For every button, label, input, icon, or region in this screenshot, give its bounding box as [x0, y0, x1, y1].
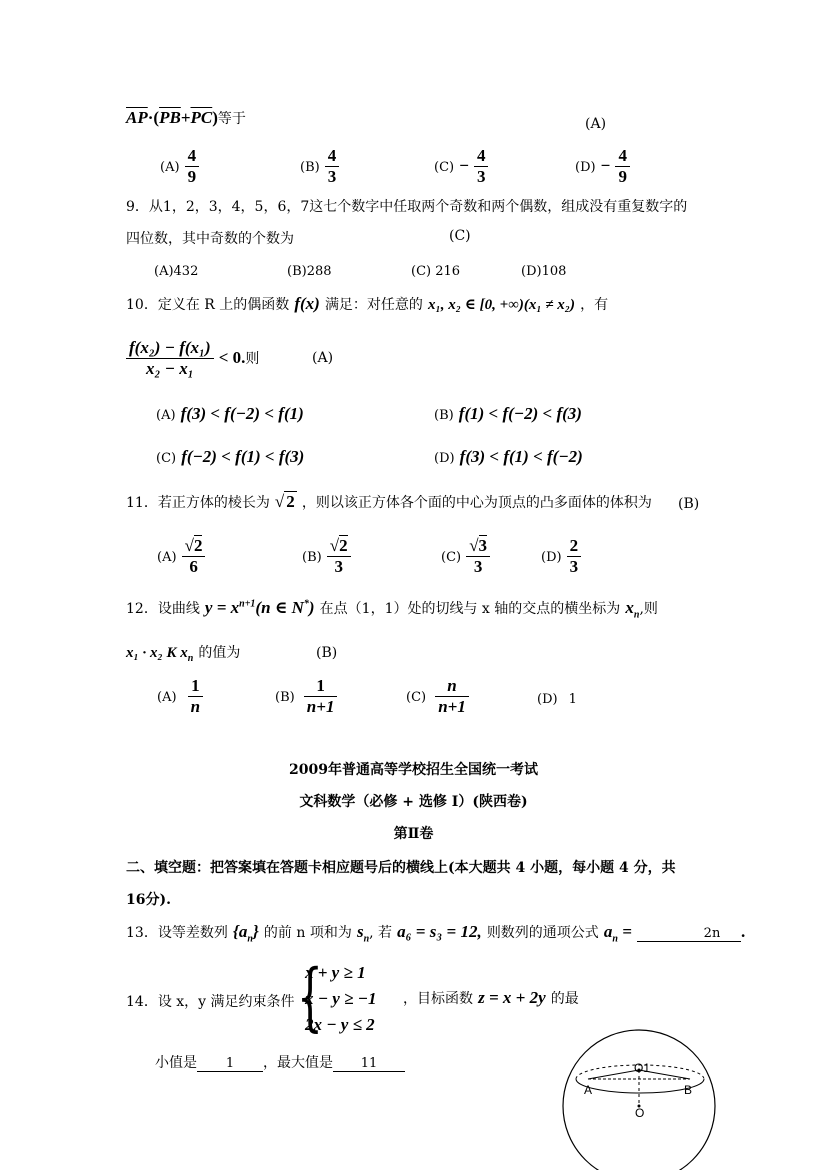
sum-sn: [356, 922, 370, 945]
n-sub: n: [363, 933, 370, 945]
numerator: 2: [567, 536, 582, 557]
numerator: √2: [182, 536, 206, 557]
q9-line1: 9．从1，2，3，4，5，6，7这七个数字中任取两个奇数和两个偶数，组成没有重复数字的: [126, 199, 688, 215]
q14-objective-line: [403, 988, 579, 1008]
option-expr: f(3) < f(1) < f(−2): [459, 447, 583, 466]
denominator: 9: [618, 167, 627, 186]
numerator: 1: [188, 676, 203, 697]
q12-stem: [126, 598, 658, 620]
option-label: (B): [275, 690, 295, 705]
option-label: (B): [302, 550, 322, 565]
denominator: 9: [187, 167, 197, 186]
denominator: 3: [476, 167, 486, 186]
x-letter: x: [625, 598, 634, 617]
objective-function: z = x + 2y: [478, 988, 546, 1007]
q8-option-b: [300, 146, 339, 187]
curve-condition: (n ∈ N: [255, 598, 304, 617]
q11-suffix: ，则以该正方体各个面的中心为顶点的凸多面体的体积为: [301, 495, 652, 511]
volume-label: 第Ⅱ卷: [393, 826, 434, 842]
option-label: (D): [541, 550, 562, 565]
option-label: (D): [575, 160, 596, 175]
min-answer: 1: [225, 1056, 235, 1071]
q13-prefix: 13．设等差数列: [126, 925, 228, 941]
max-answer-blank[interactable]: [333, 1056, 405, 1072]
vector-pc: $\overline{PC}$: [190, 108, 213, 127]
denominator: 3: [327, 167, 337, 186]
option-label: (A): [160, 160, 180, 175]
fraction: [327, 536, 351, 577]
q13-stem: [126, 922, 745, 944]
seq-close: }: [252, 922, 259, 941]
q11-prefix: 11．若正方体的棱长为: [126, 495, 270, 511]
segment-a-o1: [588, 1070, 639, 1079]
equals-sign: =: [617, 922, 632, 941]
q14-mid: ，目标函数: [403, 991, 473, 1007]
seq-open: {a: [232, 922, 248, 941]
fraction: [185, 146, 200, 187]
radicand: 2: [193, 536, 203, 555]
exam-subtitle: 文科数学（必修 + 选修 Ⅰ）(陕西卷): [299, 794, 528, 810]
sqrt-edge: √ 2: [274, 492, 295, 511]
q8-option-a: [160, 146, 199, 187]
numerator: 4: [474, 146, 489, 167]
sequence-an: [232, 922, 259, 945]
q12-prefix: 12．设曲线: [126, 601, 200, 617]
n-sub: n: [633, 609, 640, 621]
constraint-3: 2x − y ≤ 2: [305, 1015, 375, 1034]
q12-option-d: [537, 688, 577, 707]
q13-mid1: 的前 n 项和为: [263, 925, 352, 941]
denominator: 6: [189, 557, 198, 576]
denominator: 3: [473, 557, 483, 576]
fraction: [182, 536, 206, 577]
numerator: √3: [466, 536, 490, 557]
radicand: 2: [286, 492, 295, 511]
n-sub: n: [612, 933, 618, 945]
q11-option-c: [441, 536, 490, 577]
plus-sign: +: [180, 108, 191, 127]
option-label: (A): [156, 408, 176, 423]
option-label: (C): [434, 160, 455, 175]
fraction: [188, 676, 203, 717]
option-label: (B): [434, 408, 454, 423]
q10-inequality: [126, 338, 259, 379]
n-sub: n: [247, 933, 253, 945]
q9-line2: 四位数，其中奇数的个数为: [126, 231, 294, 247]
sphere-figure: [555, 1026, 725, 1170]
q10-stem: [126, 294, 608, 314]
max-answer: 11: [360, 1056, 378, 1071]
option-label: (B): [300, 160, 320, 175]
radicand: 2: [339, 536, 348, 555]
q10-answer: (A): [312, 350, 334, 366]
a-letter: a: [603, 922, 613, 941]
numerator: 4: [185, 146, 200, 167]
max-label: ，最大值是: [263, 1055, 333, 1071]
constraint-2: x − y ≥ −1: [305, 989, 377, 1008]
q9-option-c: (C) 216: [411, 264, 461, 279]
option-label: (C): [156, 451, 177, 466]
less-than-zero: < 0.: [218, 348, 246, 367]
numerator: 1: [304, 676, 338, 697]
q8-option-c: [434, 146, 488, 187]
q9-option-d: (D)108: [521, 264, 567, 279]
q8-equals-text: 等于: [217, 111, 246, 127]
q12-option-b: [275, 676, 337, 717]
option-label: (A): [157, 550, 177, 565]
q11-option-b: [302, 536, 351, 577]
q14-prefix: 14．设 x，y 满足约束条件: [126, 994, 295, 1010]
open-paren: (: [153, 108, 160, 127]
q10-mid: 满足：对任意的: [324, 297, 423, 313]
label-o: O: [635, 1106, 645, 1120]
q13-answer-blank[interactable]: [637, 926, 741, 942]
q13-answer: 2n: [703, 926, 721, 941]
difference-quotient: [126, 338, 214, 379]
q10-option-b: [434, 404, 582, 424]
option-sign: −: [600, 156, 611, 175]
s-letter: s: [356, 922, 364, 941]
option-expr: f(3) < f(−2) < f(1): [180, 404, 304, 423]
denominator: n+1: [306, 697, 335, 716]
period: .: [741, 922, 746, 941]
fraction: [567, 536, 582, 577]
label-a: A: [584, 1083, 593, 1097]
numerator: f(x₂) − f(x₁): [126, 338, 214, 359]
section2-line1: 二、填空题：把答案填在答题卡相应题号后的横线上(本大题共 4 小题，每小题 4 分，共: [126, 860, 676, 876]
label-b: B: [684, 1083, 693, 1097]
option-value: 1: [568, 692, 577, 707]
fraction: [466, 536, 490, 577]
denominator: n+1: [438, 697, 466, 716]
constraint-brace: {: [297, 954, 323, 1040]
option-sign: −: [459, 156, 469, 175]
label-o1: O1: [634, 1061, 651, 1075]
q12-mid: 在点（1，1）处的切线与 x 轴的交点的横坐标为: [319, 601, 621, 617]
q10-condition: x₁, x₂ ∈ [0, +∞)(x₁ ≠ x₂): [428, 297, 576, 313]
denominator: x₂ − x₁: [145, 359, 194, 378]
q12-option-a: [157, 676, 203, 717]
close-paren: ): [308, 598, 315, 617]
q9-answer: (C): [449, 228, 471, 244]
star-sup: *: [303, 598, 309, 610]
q10-option-d: [434, 447, 583, 467]
fraction: [304, 676, 338, 717]
xn-symbol: [625, 598, 640, 621]
q10-prefix: 10．定义在 R 上的偶函数: [126, 297, 290, 313]
dot-operator: ·: [147, 108, 154, 127]
q13-mid3: 则数列的通项公式: [486, 925, 599, 941]
numerator: 4: [325, 146, 340, 167]
fraction: [474, 146, 489, 187]
min-answer-blank[interactable]: [197, 1056, 263, 1072]
fraction: [325, 146, 340, 187]
fraction: [435, 676, 469, 717]
radicand: 3: [478, 536, 488, 555]
vector-ap: $\overline{AP}$: [126, 108, 148, 127]
curve-equation: [205, 598, 315, 617]
q14-line2: [155, 1052, 405, 1072]
numerator: 4: [615, 146, 630, 167]
curve-base: y = x: [204, 598, 240, 617]
numerator: n: [435, 676, 469, 697]
q10-then: 则: [245, 351, 260, 367]
q12-option-c: [406, 676, 469, 717]
q10-suffix: ，有: [580, 297, 609, 313]
curve-exponent: n+1: [239, 598, 256, 610]
close-paren: ): [212, 108, 218, 127]
denominator: n: [190, 697, 201, 716]
option-label: (D): [434, 451, 455, 466]
q11-stem: [126, 492, 652, 512]
q9-option-b: (B)288: [287, 264, 332, 279]
section2-line2: 16分).: [126, 892, 171, 908]
exam-title: 2009年普通高等学校招生全国统一考试: [289, 762, 538, 778]
constraint-1: x + y ≥ 1: [305, 963, 366, 982]
q13-mid2: , 若: [369, 925, 393, 941]
function-fx: f(x): [294, 294, 320, 313]
q9-option-a: (A)432: [154, 264, 199, 279]
q11-answer: (B): [678, 496, 700, 512]
vector-pb: $\overline{PB}$: [159, 108, 181, 127]
q11-option-d: [541, 536, 581, 577]
option-expr: f(−2) < f(1) < f(3): [181, 447, 305, 466]
general-term: [603, 922, 632, 945]
q12-line2: [126, 642, 240, 664]
q14-suffix: 的最: [550, 991, 579, 1007]
q12-value-text: 的值为: [198, 645, 241, 661]
option-label: (D): [537, 692, 558, 707]
q8-answer: (A): [585, 116, 607, 132]
option-label: (C): [441, 550, 462, 565]
q13-condition: a₆ = s₃ = 12,: [397, 922, 482, 941]
fraction: [615, 146, 630, 187]
option-expr: f(1) < f(−2) < f(3): [458, 404, 582, 423]
n-sub: n: [187, 653, 194, 664]
option-label: (A): [157, 690, 177, 705]
q8-option-d: [575, 146, 630, 187]
q10-option-a: [156, 404, 304, 424]
q10-option-c: [156, 447, 304, 467]
denominator: 3: [569, 557, 579, 576]
product-base: x₁ · x₂ K x: [126, 645, 188, 661]
q12-answer: (B): [316, 645, 338, 661]
denominator: 3: [334, 557, 343, 576]
option-label: (C): [406, 690, 427, 705]
q8-stem: [126, 108, 246, 138]
numerator: √2: [327, 536, 351, 557]
q12-tail: ,则: [639, 601, 658, 617]
min-label: 小值是: [155, 1055, 197, 1071]
q11-option-a: [157, 536, 205, 577]
product-expr: [126, 645, 194, 664]
